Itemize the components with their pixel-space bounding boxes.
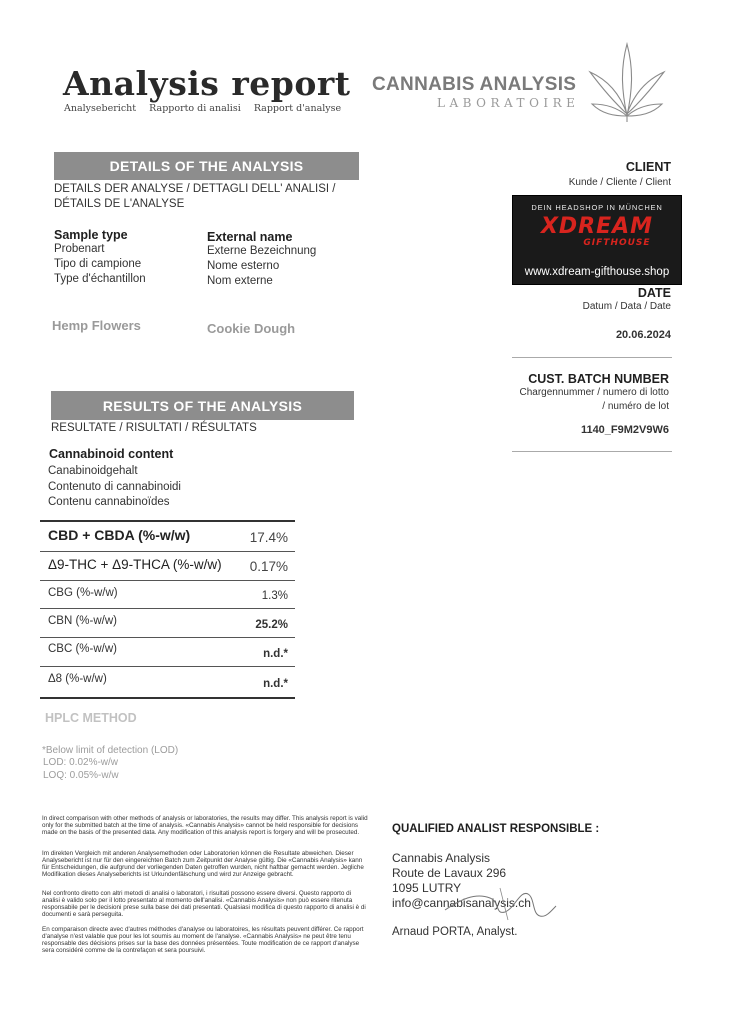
title-translations xyxy=(64,103,341,114)
sample-type-value: Hemp Flowers xyxy=(52,318,141,333)
batch-divider xyxy=(512,451,672,452)
row-value-cbg: 1.3% xyxy=(261,590,288,602)
table-row xyxy=(0,673,300,695)
external-name-value: Cookie Dough xyxy=(207,321,296,336)
external-name-label: External name xyxy=(207,230,293,244)
row-value-cbn: 25.2% xyxy=(255,619,288,631)
row-label-cbd: CBD + CBDA (%-w/w) xyxy=(48,527,191,543)
analyst-name: Arnaud PORTA, Analyst. xyxy=(392,926,518,938)
lod-note: *Below limit of detection (LOD) xyxy=(42,745,179,756)
lab-name: CANNABIS ANALYSIS xyxy=(372,74,577,95)
responsible-street: Route de Lavaux 296 xyxy=(392,866,507,880)
table-row xyxy=(0,643,300,665)
row-divider xyxy=(40,580,295,581)
responsible-org: Cannabis Analysis xyxy=(392,851,491,865)
row-divider xyxy=(40,666,295,667)
batch-title: CUST. BATCH NUMBER xyxy=(528,372,669,386)
disclaimer-en: In direct comparison with other methods of analysis or laboratories, the results may differ. This analysis report is valid only for the submitted batch at the time of analysis. «Cannabis Analysis» cannot be held responsible for decisions made on the basis of the presented data. Any modification of this analysis report is forgery and will be prosecuted. xyxy=(42,815,368,836)
title-fr: Rapport d'analyse xyxy=(253,103,342,114)
sample-type-de: Probenart xyxy=(54,243,105,255)
table-row xyxy=(0,615,300,637)
responsible-city: 1095 LUTRY xyxy=(392,881,462,895)
row-value-cbd: 17.4% xyxy=(249,530,288,545)
row-value-cbc: n.d.* xyxy=(263,648,288,660)
table-row xyxy=(0,557,300,579)
signature xyxy=(440,880,560,925)
cannabis-leaf-icon xyxy=(586,42,668,122)
row-divider xyxy=(40,551,295,552)
batch-value: 1140_F9M2V9W6 xyxy=(580,424,669,436)
client-sub: Kunde / Cliente / Client xyxy=(568,177,671,188)
external-name-fr: Nom externe xyxy=(207,275,273,287)
batch-sub-1: Chargennummer / numero di lotto xyxy=(519,387,669,398)
table-row xyxy=(0,527,300,549)
sample-type-label: Sample type xyxy=(54,228,128,242)
responsible-title: QUALIFIED ANALIST RESPONSIBLE : xyxy=(392,823,600,835)
title-de: Analysebericht xyxy=(64,103,137,114)
cannabinoid-de: Canabinoidgehalt xyxy=(48,465,138,477)
disclaimer-it: Nel confronto diretto con altri metodi di analisi o laboratori, i risultati possono essere diversi. Questo rapporto di analisi è valido solo per il lotto presentato al momento dell'analisi. «Cannabis Analysis» non può essere ritenuta responsabile per le decisioni prese sulla base dei dati presentati. Qualsiasi modifica di questo rapporto di analisi è di documenti e sarà perseguita. xyxy=(42,890,366,918)
table-bottom-rule xyxy=(40,697,295,699)
row-label-cbc: CBC (%-w/w) xyxy=(48,643,117,655)
cannabinoid-it: Contenuto di cannabinoidi xyxy=(48,481,181,493)
disclaimer-de: Im direkten Vergleich mit anderen Analysemethoden oder Laboratorien können die Resultate abweichen. Dieser Analysebericht ist nur für den eingereichten Batch zum Zeitpunkt der Analyse gültig. Die «Cannabis Analysis» kann für Entscheidungen, die aufgrund der vorliegenden Daten getroffen wurden, nicht haftbar gemacht werden. Jegliche Modifikation dieses Analyseberichts ist Urkundenfälschung und wird zur Anzeige gebracht. xyxy=(42,850,364,878)
cannabinoid-title: Cannabinoid content xyxy=(49,447,174,461)
external-name-it: Nome esterno xyxy=(207,260,280,272)
external-name-de: Externe Bezeichnung xyxy=(207,245,317,257)
lab-subtitle: LABORATOIRE xyxy=(437,96,580,110)
title-it: Rapporto di analisi xyxy=(149,103,241,114)
row-label-cbg: CBG (%-w/w) xyxy=(48,587,118,599)
date-value: 20.06.2024 xyxy=(615,329,671,341)
responsible-email: info@cannabisanalysis.ch xyxy=(392,896,531,910)
date-divider xyxy=(512,357,672,358)
results-sub: RESULTATE / RISULTATI / RÉSULTATS xyxy=(51,422,257,434)
results-band: RESULTS OF THE ANALYSIS xyxy=(51,391,354,420)
brand-logo xyxy=(513,216,681,248)
details-band: DETAILS OF THE ANALYSIS xyxy=(54,152,359,180)
row-value-thc: 0.17% xyxy=(249,559,288,574)
brand-sub: GIFTHOUSE xyxy=(583,238,651,248)
sample-type-fr: Type d'échantillon xyxy=(54,273,146,285)
banner-top-text: DEIN HEADSHOP IN MÜNCHEN xyxy=(531,203,663,212)
banner-url: www.xdream-gifthouse.shop xyxy=(524,266,670,278)
client-title: CLIENT xyxy=(625,160,671,174)
page-title: Analysis report xyxy=(63,64,351,103)
sample-type-it: Tipo di campione xyxy=(54,258,142,270)
details-sub-2: DÉTAILS DE L'ANALYSE xyxy=(54,198,185,210)
disclaimer-fr: En comparaison directe avec d'autres méthodes d'analyse ou laboratoires, les résultats peuvent différer. Ce rapport d'analyse n'est valable que pour les lot soumis au moment de l'analyse. «Cannabis Analysis» ne peut être tenu responsable des décisions prises sur la base des données présentées. Toute modification de ce rapport d'analyse sera considéré comme de la contrefaçon et sera poursuivi. xyxy=(42,926,364,954)
row-value-d8: n.d.* xyxy=(263,678,288,690)
client-banner xyxy=(512,195,682,285)
cannabinoid-fr: Contenu cannabinoïdes xyxy=(48,496,170,508)
row-divider xyxy=(40,637,295,638)
row-label-d8: Δ8 (%-w/w) xyxy=(48,673,107,685)
row-divider xyxy=(40,608,295,609)
brand-name: XDREAM xyxy=(540,214,654,239)
date-sub: Datum / Data / Date xyxy=(582,301,671,312)
details-sub-1: DETAILS DER ANALYSE / DETTAGLI DELL' ANALISI / xyxy=(54,183,336,195)
lod-value: LOD: 0.02%-w/w xyxy=(43,757,119,768)
row-label-cbn: CBN (%-w/w) xyxy=(48,615,117,627)
table-row xyxy=(0,587,300,609)
loq-value: LOQ: 0.05%-w/w xyxy=(43,770,119,781)
table-top-rule xyxy=(40,520,295,522)
row-label-thc: Δ9-THC + Δ9-THCA (%-w/w) xyxy=(48,557,222,572)
date-title: DATE xyxy=(637,286,671,300)
method-label: HPLC METHOD xyxy=(45,711,137,725)
batch-sub-2: / numéro de lot xyxy=(602,401,669,412)
